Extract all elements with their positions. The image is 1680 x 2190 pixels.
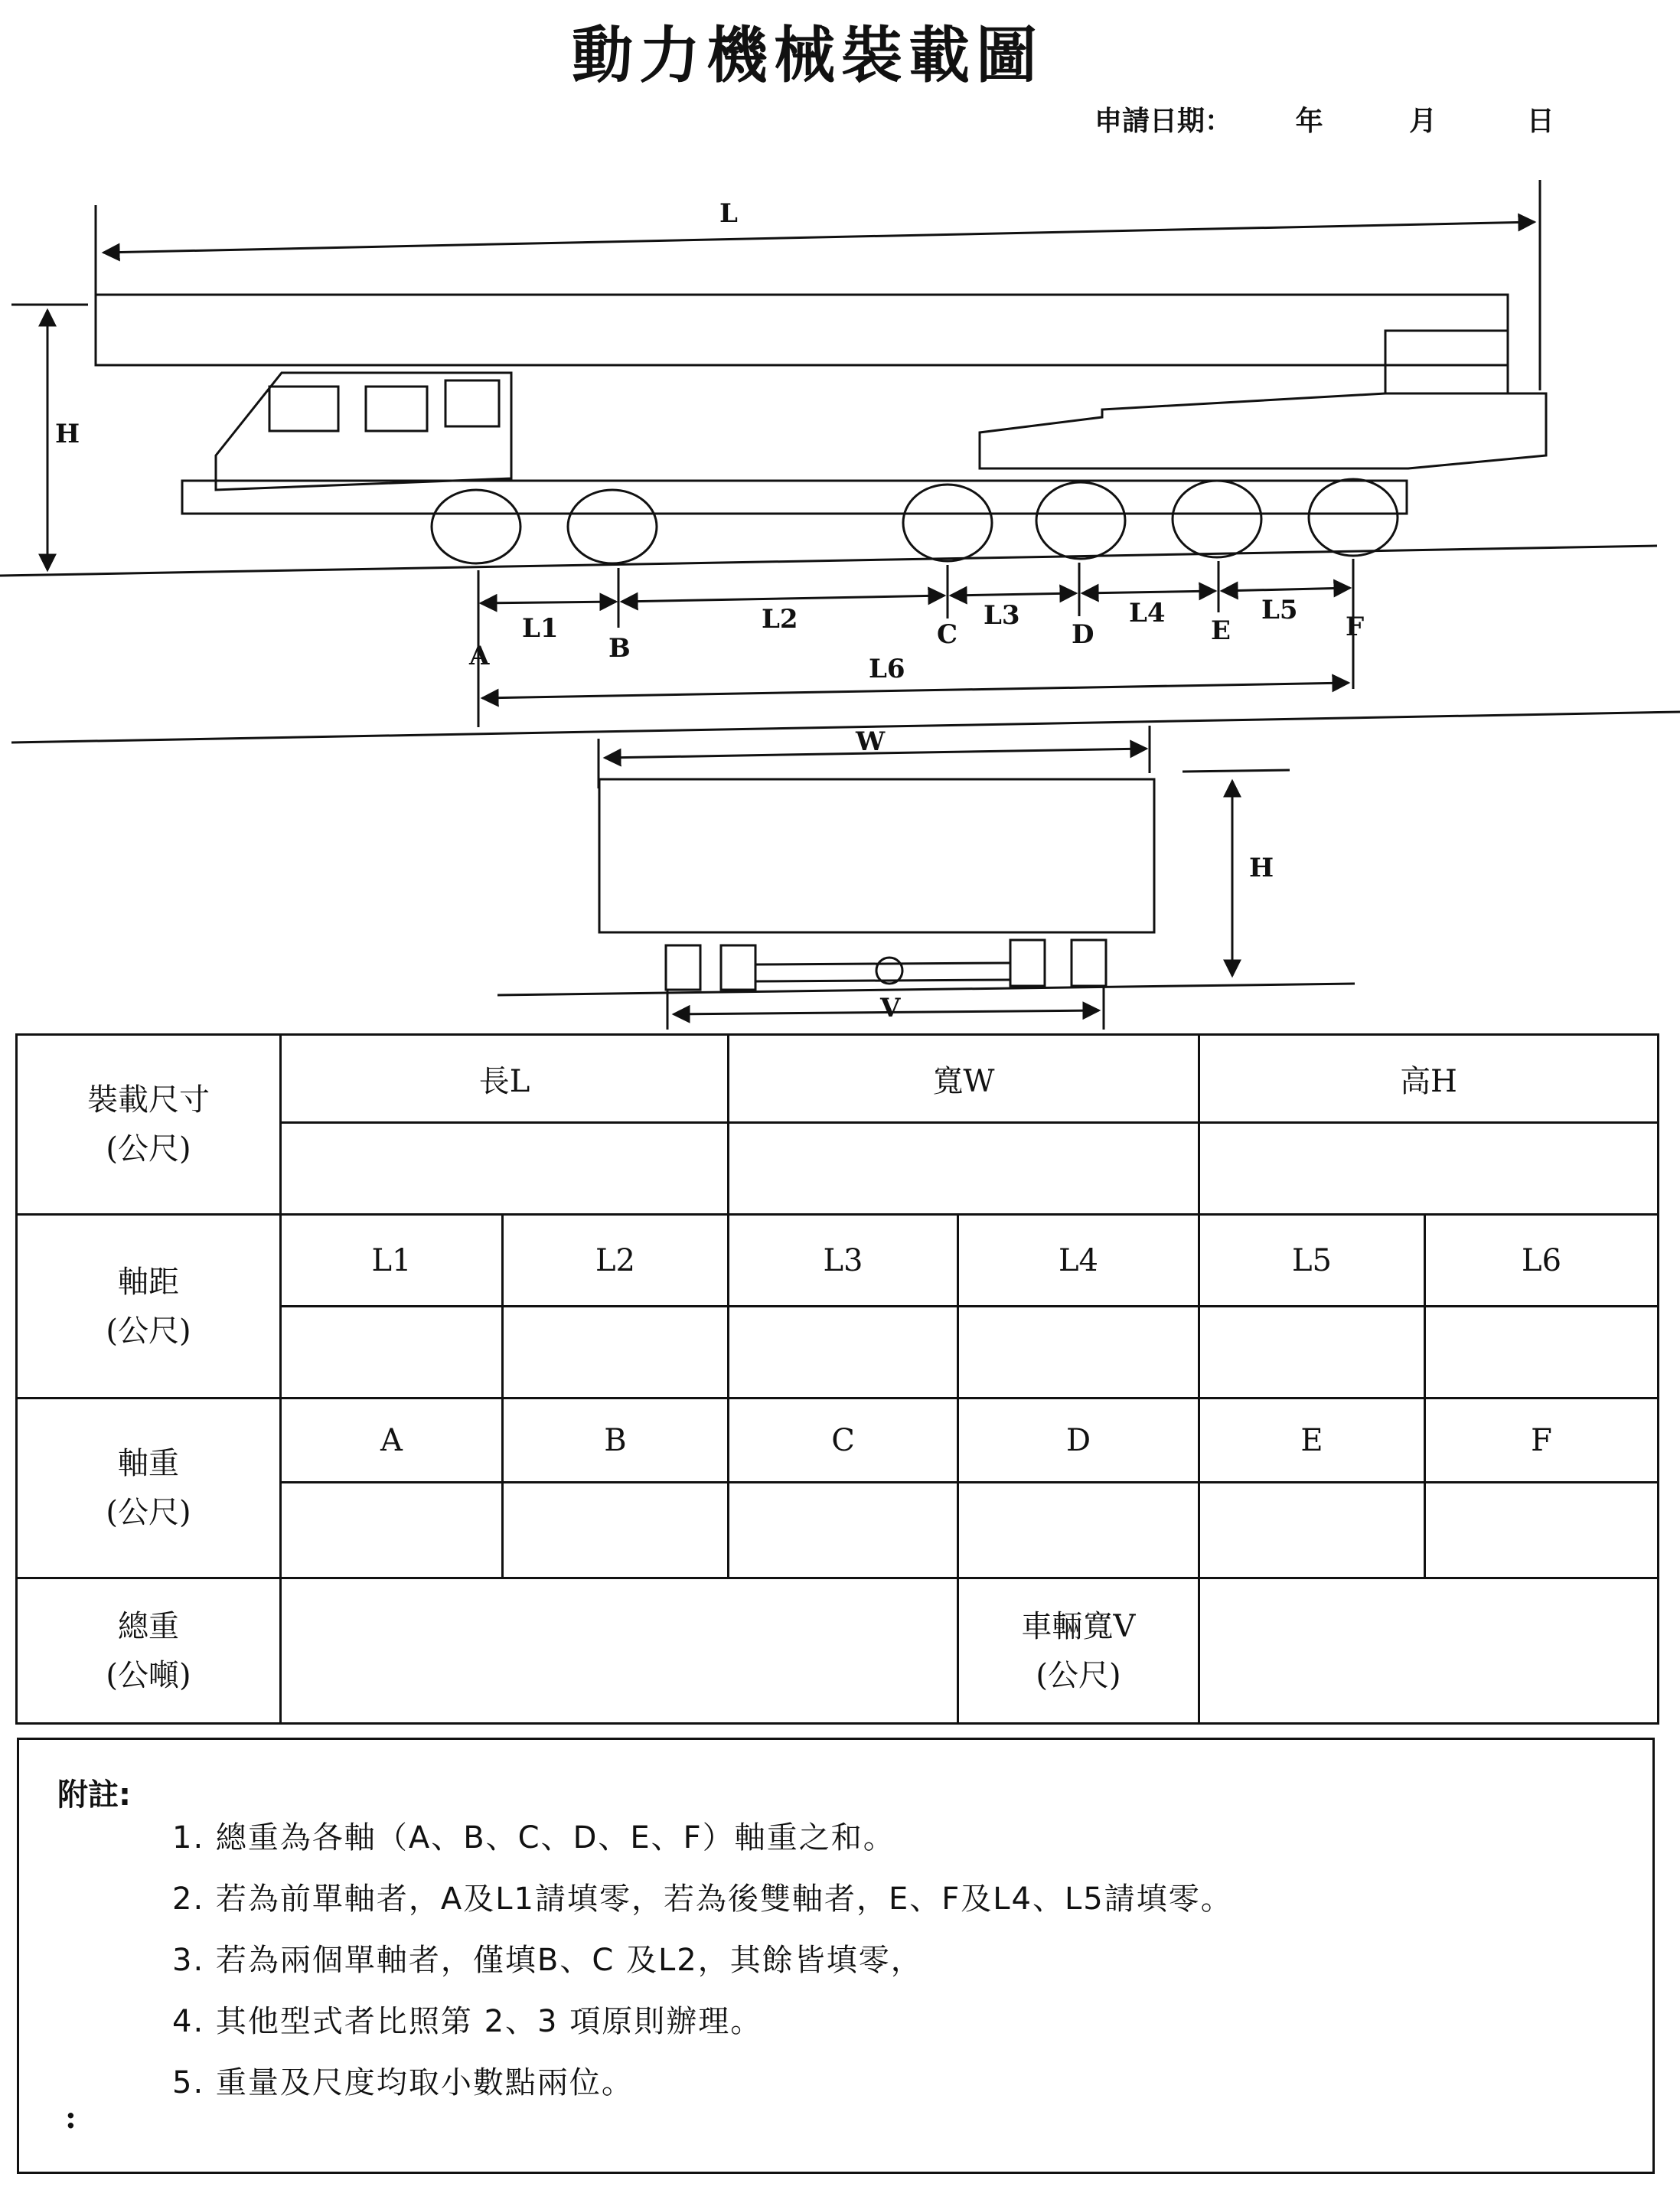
wheelbase-header: 軸距 (公尺) xyxy=(17,1215,281,1399)
note-item: 4. 其他型式者比照第 2、3 項原則辦理。 xyxy=(172,2004,763,2039)
label-l1: L1 xyxy=(522,613,559,644)
wheel-b xyxy=(568,490,657,563)
axle-col-f: F xyxy=(1425,1399,1659,1483)
cab xyxy=(216,373,511,490)
axle-col-a: A xyxy=(281,1399,503,1483)
axle-input-b[interactable] xyxy=(503,1483,729,1578)
width-header: 寬W xyxy=(729,1035,1199,1123)
total-weight-input[interactable] xyxy=(281,1578,958,1724)
vehicle-width-header: 車輛寬V (公尺) xyxy=(958,1578,1199,1724)
wheelbase-input-l3[interactable] xyxy=(729,1307,958,1399)
notes-box xyxy=(17,1738,1655,2174)
wheel-e xyxy=(1173,481,1261,557)
label-l6: L6 xyxy=(869,654,905,684)
axle-input-e[interactable] xyxy=(1199,1483,1425,1578)
wheelbase-col-l5: L5 xyxy=(1199,1215,1425,1307)
width-input[interactable] xyxy=(729,1123,1199,1215)
wheel-c xyxy=(903,485,992,561)
wheelbase-input-l6[interactable] xyxy=(1425,1307,1659,1399)
loading-diagram xyxy=(0,0,1680,1030)
note-item: 1. 總重為各軸（A、B、C、D、E、F）軸重之和。 xyxy=(172,1820,895,1855)
label-v: V xyxy=(880,993,901,1023)
length-header: 長L xyxy=(281,1035,729,1123)
axle-col-b: B xyxy=(503,1399,729,1483)
notes-title: 附註: xyxy=(57,1777,131,1813)
wheelbase-input-l4[interactable] xyxy=(958,1307,1199,1399)
end-view-body xyxy=(599,779,1154,932)
axle-input-c[interactable] xyxy=(729,1483,958,1578)
axle-col-c: C xyxy=(729,1399,958,1483)
label-l2: L2 xyxy=(762,604,798,635)
total-weight-header: 總重 (公噸) xyxy=(17,1578,281,1724)
label-w: W xyxy=(856,726,886,757)
note-item: 3. 若為兩個單軸者，僅填B、C 及L2，其餘皆填零， xyxy=(172,1943,923,1978)
axle-input-f[interactable] xyxy=(1425,1483,1659,1578)
label-axle-c: C xyxy=(937,619,958,650)
end-view-wheel-left-1 xyxy=(666,945,700,990)
ground-line xyxy=(0,546,1657,576)
month-label: 月 xyxy=(1409,106,1437,137)
label-h: H xyxy=(55,419,80,449)
wheelbase-input-l1[interactable] xyxy=(281,1307,503,1399)
height-header: 高H xyxy=(1199,1035,1659,1123)
wheelbase-col-l3: L3 xyxy=(729,1215,958,1307)
end-view-wheel-right-1 xyxy=(1010,940,1045,986)
loading-dimensions-form xyxy=(15,1033,1659,1725)
boom xyxy=(96,295,1508,365)
wheel-f xyxy=(1309,479,1398,556)
label-axle-b: B xyxy=(608,633,631,664)
notes-trailing-mark: : xyxy=(65,2100,77,2136)
wheel-a xyxy=(432,490,520,563)
label-axle-d: D xyxy=(1072,619,1094,650)
year-label: 年 xyxy=(1295,106,1323,137)
label-l5: L5 xyxy=(1261,595,1298,625)
label-axle-a: A xyxy=(469,641,490,671)
rear-body xyxy=(980,393,1546,468)
label-h-end: H xyxy=(1249,853,1274,883)
notes-list xyxy=(172,1807,1233,2113)
height-input[interactable] xyxy=(1199,1123,1659,1215)
page-title: 動力機械裝載圖 xyxy=(572,20,1043,91)
dimensions-header: 裝載尺寸 (公尺) xyxy=(17,1035,281,1215)
axle-input-a[interactable] xyxy=(281,1483,503,1578)
axle-input-d[interactable] xyxy=(958,1483,1199,1578)
note-item: 2. 若為前單軸者，A及L1請填零，若為後雙軸者，E、F及L4、L5請填零。 xyxy=(172,1882,1233,1917)
label-l3: L3 xyxy=(984,600,1020,631)
wheelbase-col-l4: L4 xyxy=(958,1215,1199,1307)
axle-col-e: E xyxy=(1199,1399,1425,1483)
note-item: 5. 重量及尺度均取小數點兩位。 xyxy=(172,2065,634,2100)
day-label: 日 xyxy=(1526,106,1554,137)
label-l: L xyxy=(719,198,738,229)
vehicle-width-input[interactable] xyxy=(1199,1578,1659,1724)
length-input[interactable] xyxy=(281,1123,729,1215)
wheelbase-input-l2[interactable] xyxy=(503,1307,729,1399)
axle-col-d: D xyxy=(958,1399,1199,1483)
label-l4: L4 xyxy=(1129,598,1166,628)
application-date-label: 申請日期： xyxy=(1094,106,1233,137)
label-axle-e: E xyxy=(1211,615,1231,646)
chassis xyxy=(182,481,1407,514)
wheelbase-input-l5[interactable] xyxy=(1199,1307,1425,1399)
wheelbase-col-l2: L2 xyxy=(503,1215,729,1307)
wheelbase-col-l1: L1 xyxy=(281,1215,503,1307)
wheelbase-col-l6: L6 xyxy=(1425,1215,1659,1307)
wheel-d xyxy=(1036,482,1125,559)
axle-weight-header: 軸重 (公尺) xyxy=(17,1399,281,1578)
label-axle-f: F xyxy=(1346,612,1365,642)
